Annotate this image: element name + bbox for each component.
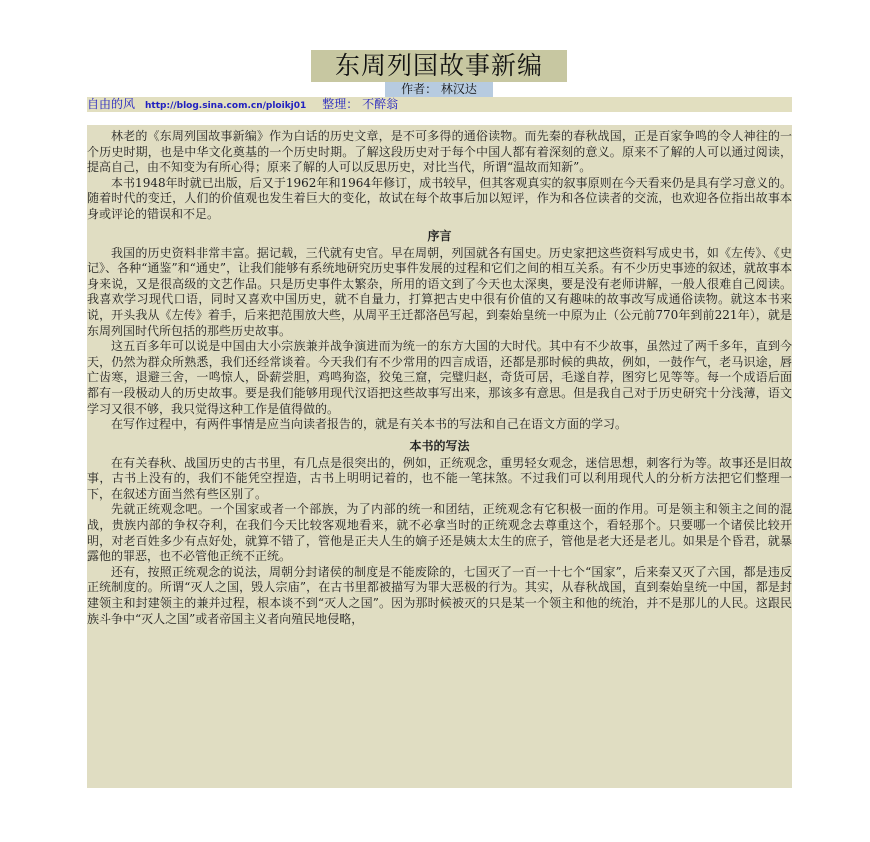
- section-heading-method: 本书的写法: [409, 438, 470, 453]
- source-label: 自由的风: [87, 97, 136, 111]
- section-heading-preface: 序言: [427, 228, 452, 243]
- preface-paragraph: 我国的历史资料非常丰富。据记载，三代就有史官。早在周朝，列国就各有国史。历史家把这些资料写成史书，如《左传》、《史记》、各种“通鉴”和“通史”，让我们能够有系统地研究历史事件发展的过程和它们之间的相互关系。有不少历史事迹的叙述，就故事本身来说，又是很高级的文艺作品。只是历史事件太繁杂，所用的语文到了今天也太深奥，要是没有老师讲解，一般人很难自己阅读。我喜欢学习现代口语，同时又喜欢中国历史，就不自量力，打算把古史中很有价值的又有趣味的故事改写成通俗读物。就这本书来说，开头我从《左传》着手，后来把范围放大些，从周平王迁都洛邑写起，到秦始皇统一中原为止（公元前770年到前221年），就是东周列国时代所包括的那些历史故事。: [87, 245, 792, 338]
- intro-paragraph: 林老的《东周列国故事新编》作为白话的历史文章，是不可多得的通俗读物。而先秦的春秋战国，正是百家争鸣的令人神往的一个历史时期，也是中华文化奠基的一个历史时期。了解这段历史对于每个中国人都有着深刻的意义。原来不了解的人可以通过阅读，提高自己，由不知变为有所心得；原来了解的人可以反思历史，对比当代，所谓“温故而知新”。: [87, 129, 792, 175]
- author-line: 作者： 林汉达: [385, 82, 493, 97]
- method-paragraph: 先就正统观念吧。一个国家或者一个部族，为了内部的统一和团结，正统观念有它积极一面的作用。可是领主和领主之间的混战，贵族内部的争权夺利，在我们今天比较客观地看来，就不必拿当时的正统观念去尊重这个，看轻那个。只要哪一个诸侯比较开明，对老百姓多少有点好处，就算不错了，管他是正夫人生的嫡子还是姨太太生的庶子，管他是老大还是老儿。如果是个昏君，就暴露他的罪恶，也不必管他正统不正统。: [87, 502, 792, 564]
- document-title: 东周列国故事新编: [311, 50, 567, 82]
- preface-paragraph: 在写作过程中，有两件事情是应当向读者报告的，就是有关本书的写法和自己在语文方面的学习。: [111, 417, 628, 432]
- document-body: [87, 125, 792, 788]
- method-paragraph: 还有，按照正统观念的说法，周朝分封诸侯的制度是不能废除的，七国灭了一百一十七个“国家”，后来秦又灭了六国，都是违反正统制度的。所谓“灭人之国，毁人宗庙”，在古书里都被描写为罪大恶极的行为。其实，从春秋战国，直到秦始皇统一中国，都是封建领主和封建领主的兼并过程，根本谈不到“灭人之国”。因为那时候被灭的只是某一个领主和他的统治，并不是那儿的人民。这跟民族斗争中“灭人之国”或者帝国主义者向殖民地侵略，: [87, 564, 792, 626]
- editor-credit: 整理： 不醉翁: [322, 97, 399, 111]
- source-line: [87, 97, 792, 112]
- preface-paragraph: 这五百多年可以说是中国由大小宗族兼并战争演进而为统一的东方大国的大时代。其中有不少故事，虽然过了两千多年，直到今天，仍然为群众所熟悉，我们还经常谈着。今天我们有不少常用的四言成语，还都是那时候的典故，例如，一鼓作气，老马识途，唇亡齿寒，退避三舍，一鸣惊人，卧薪尝胆，鸡鸣狗盗，狡兔三窟，完璧归赵，奇货可居，毛遂自荐，图穷匕见等等。每一个成语后面都有一段极动人的历史故事。要是我们能够用现代汉语把这些故事写出来，那该多有意思。但是我自己对于历史研究十分浅薄，语文学习又很不够，我只觉得这种工作是值得做的。: [87, 339, 792, 416]
- intro-paragraph: 本书1948年时就已出版，后又于1962年和1964年修订，成书较早，但其客观真实的叙事原则在今天看来仍是具有学习意义的。随着时代的变迁，人们的价值观也发生着巨大的变化，故试在每个故事后加以短评，作为和各位读者的交流，也欢迎各位指出故事本身或评论的错误和不足。: [87, 175, 792, 221]
- method-paragraph: 在有关春秋、战国历史的古书里，有几点是很突出的，例如，正统观念，重男轻女观念，迷信思想，刺客行为等。故事还是旧故事，古书上没有的，我们不能凭空捏造，古书上明明记着的，也不能一笔抹煞。不过我们可以利用现代人的分析方法把它们整理一下，在叙述方面当然有些区别了。: [87, 455, 792, 501]
- source-url[interactable]: http://blog.sina.com.cn/ploikj01: [145, 101, 307, 111]
